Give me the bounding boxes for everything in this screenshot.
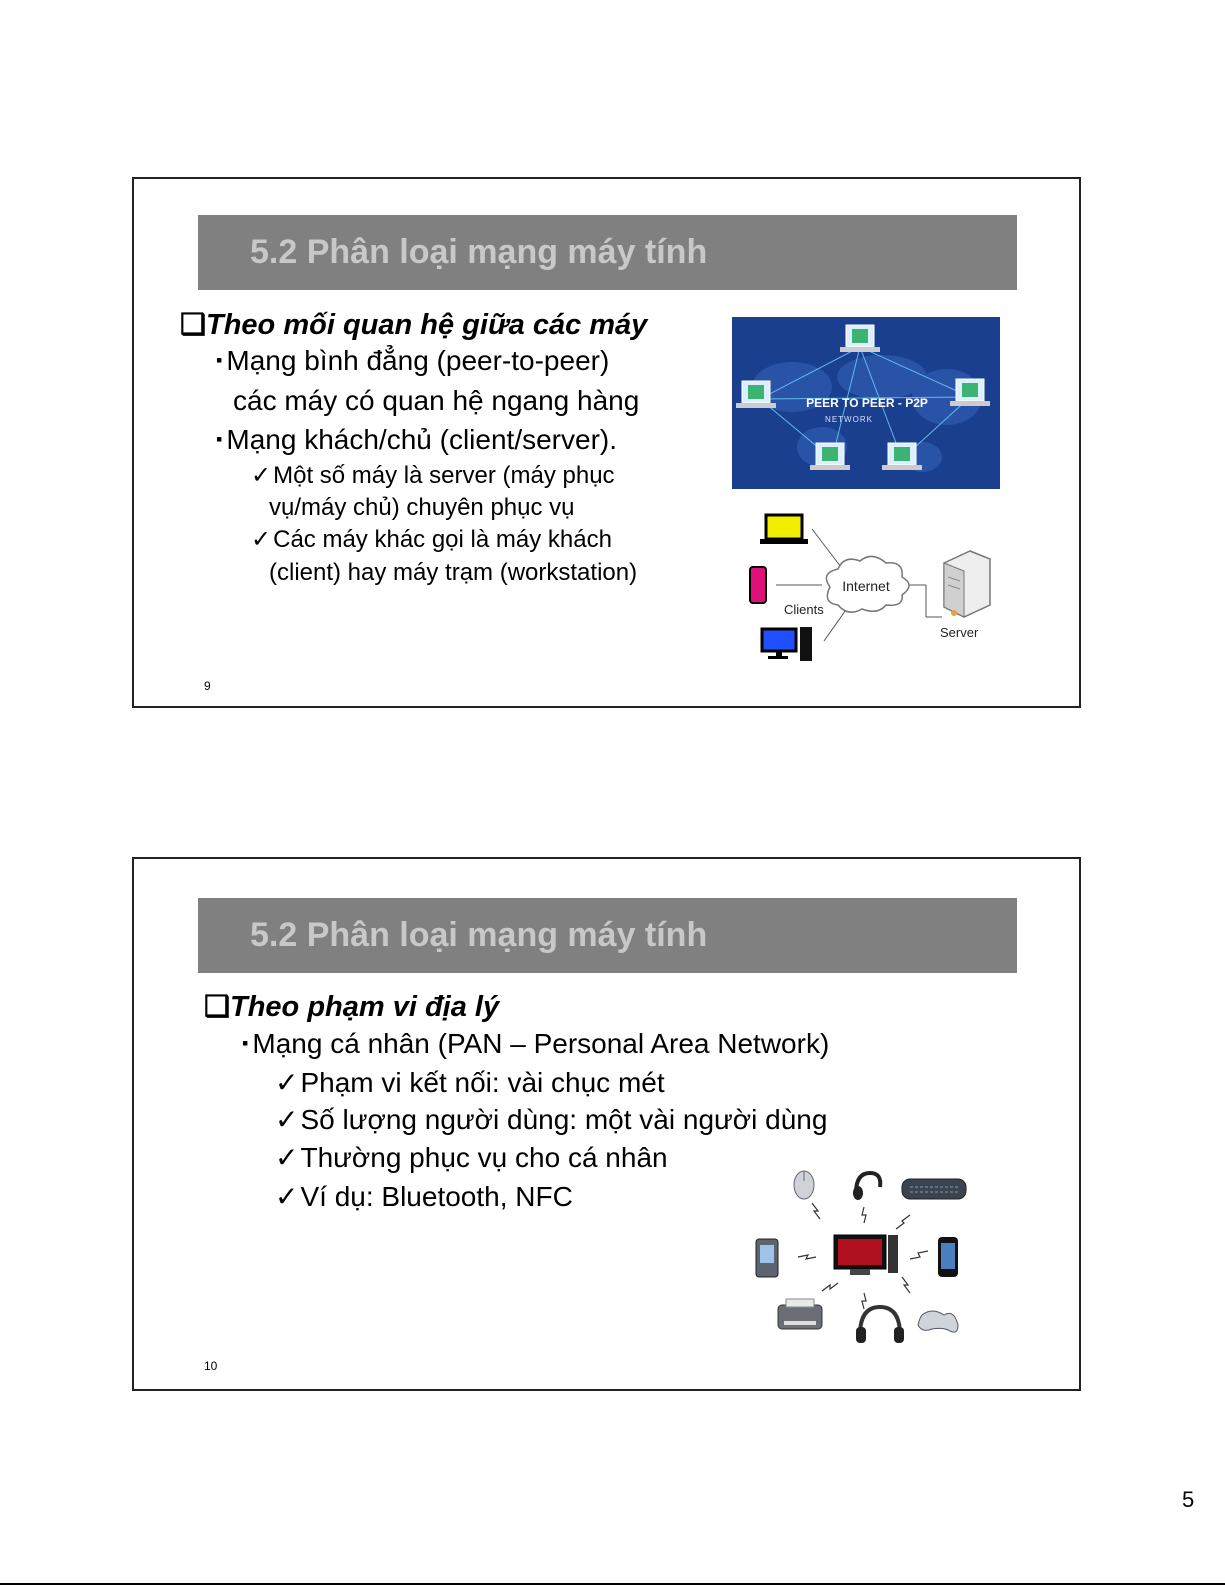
checkmark-icon: ✓ bbox=[275, 1067, 299, 1098]
sub-bullet-server bbox=[251, 461, 615, 490]
slide-number: 10 bbox=[204, 1359, 218, 1373]
internet-label: Internet bbox=[842, 578, 890, 594]
printer-icon bbox=[778, 1299, 822, 1329]
bullet-peer-to-peer bbox=[216, 345, 609, 377]
slide-title: 5.2 Phân loại mạng máy tính bbox=[250, 916, 708, 954]
slide-title-bar bbox=[198, 898, 1017, 973]
bullet-text: Mạng khách/chủ (client/server). bbox=[226, 424, 617, 455]
slide-title: 5.2 Phân loại mạng máy tính bbox=[250, 233, 708, 271]
slide-9 bbox=[132, 177, 1081, 708]
section-heading bbox=[180, 307, 647, 342]
square-bullet-icon: ▪ bbox=[242, 1033, 249, 1053]
p2p-network-image bbox=[732, 317, 1000, 489]
checkmark-icon: ✓ bbox=[275, 1181, 299, 1212]
page-number: 5 bbox=[1182, 1487, 1195, 1512]
sub-bullet-server-cont: vụ/máy chủ) chuyên phục vụ bbox=[269, 494, 575, 521]
server-icon bbox=[944, 551, 990, 617]
checkmark-icon: ✓ bbox=[275, 1142, 299, 1173]
checkmark-icon: ✓ bbox=[251, 462, 272, 489]
pan-devices-image bbox=[752, 1165, 974, 1351]
slide-number: 9 bbox=[204, 679, 211, 693]
sub-bullet-text: Số lượng người dùng: một vài người dùng bbox=[300, 1104, 828, 1135]
headset-icon bbox=[853, 1173, 880, 1200]
laptop-icon bbox=[840, 325, 880, 352]
pda-icon bbox=[756, 1239, 778, 1277]
p2p-image-label: PEER TO PEER - P2P bbox=[806, 396, 928, 410]
sub-bullet-client-cont: (client) hay máy trạm (workstation) bbox=[269, 559, 638, 586]
checkmark-icon: ✓ bbox=[251, 526, 272, 553]
checkmark-icon: ✓ bbox=[275, 1104, 299, 1135]
sub-bullet-text: Thường phục vụ cho cá nhân bbox=[300, 1142, 668, 1173]
section-heading-text: Theo phạm vi địa lý bbox=[230, 991, 500, 1023]
p2p-image-sublabel: NETWORK bbox=[825, 415, 873, 424]
sub-bullet-range bbox=[275, 1066, 665, 1099]
smartphone-icon bbox=[938, 1237, 958, 1277]
sub-bullet-users bbox=[275, 1103, 827, 1136]
client-server-diagram bbox=[744, 509, 1004, 669]
gamepad-icon bbox=[918, 1311, 958, 1332]
sub-bullet-text: Các máy khác gọi là máy khách bbox=[273, 526, 612, 553]
slide-10 bbox=[132, 857, 1081, 1391]
sub-bullet-text: Ví dụ: Bluetooth, NFC bbox=[300, 1181, 573, 1212]
phone-icon bbox=[750, 567, 766, 603]
bullet-pan bbox=[242, 1028, 829, 1060]
sub-bullet-examples bbox=[275, 1180, 573, 1213]
section-heading-text: Theo mối quan hệ giữa các máy bbox=[206, 309, 648, 341]
square-bullet-icon: ▪ bbox=[216, 350, 223, 370]
desktop-computer-icon bbox=[762, 627, 812, 661]
slide-title-bar bbox=[198, 215, 1017, 290]
laptop-icon bbox=[760, 515, 808, 544]
sub-bullet-personal bbox=[275, 1141, 668, 1174]
mouse-icon bbox=[794, 1171, 814, 1199]
sub-bullet-text: Một số máy là server (máy phục bbox=[273, 462, 615, 489]
bullet-client-server bbox=[216, 424, 617, 456]
keyboard-icon bbox=[902, 1179, 966, 1199]
section-heading bbox=[204, 989, 499, 1024]
server-label: Server bbox=[940, 625, 979, 640]
sub-bullet-text: Phạm vi kết nối: vài chục mét bbox=[300, 1067, 665, 1098]
checkbox-bullet-icon: ❑ bbox=[204, 991, 230, 1023]
bullet-text: Mạng bình đẳng (peer-to-peer) bbox=[226, 345, 610, 376]
headphones-icon bbox=[856, 1307, 904, 1343]
square-bullet-icon: ▪ bbox=[216, 429, 223, 449]
bullet-text: Mạng cá nhân (PAN – Personal Area Network) bbox=[252, 1028, 830, 1059]
checkbox-bullet-icon: ❑ bbox=[180, 309, 206, 341]
desktop-computer-icon bbox=[834, 1235, 898, 1275]
sub-bullet-client bbox=[251, 525, 612, 554]
clients-label: Clients bbox=[784, 602, 824, 617]
bullet-peer-to-peer-cont: các máy có quan hệ ngang hàng bbox=[233, 385, 640, 416]
